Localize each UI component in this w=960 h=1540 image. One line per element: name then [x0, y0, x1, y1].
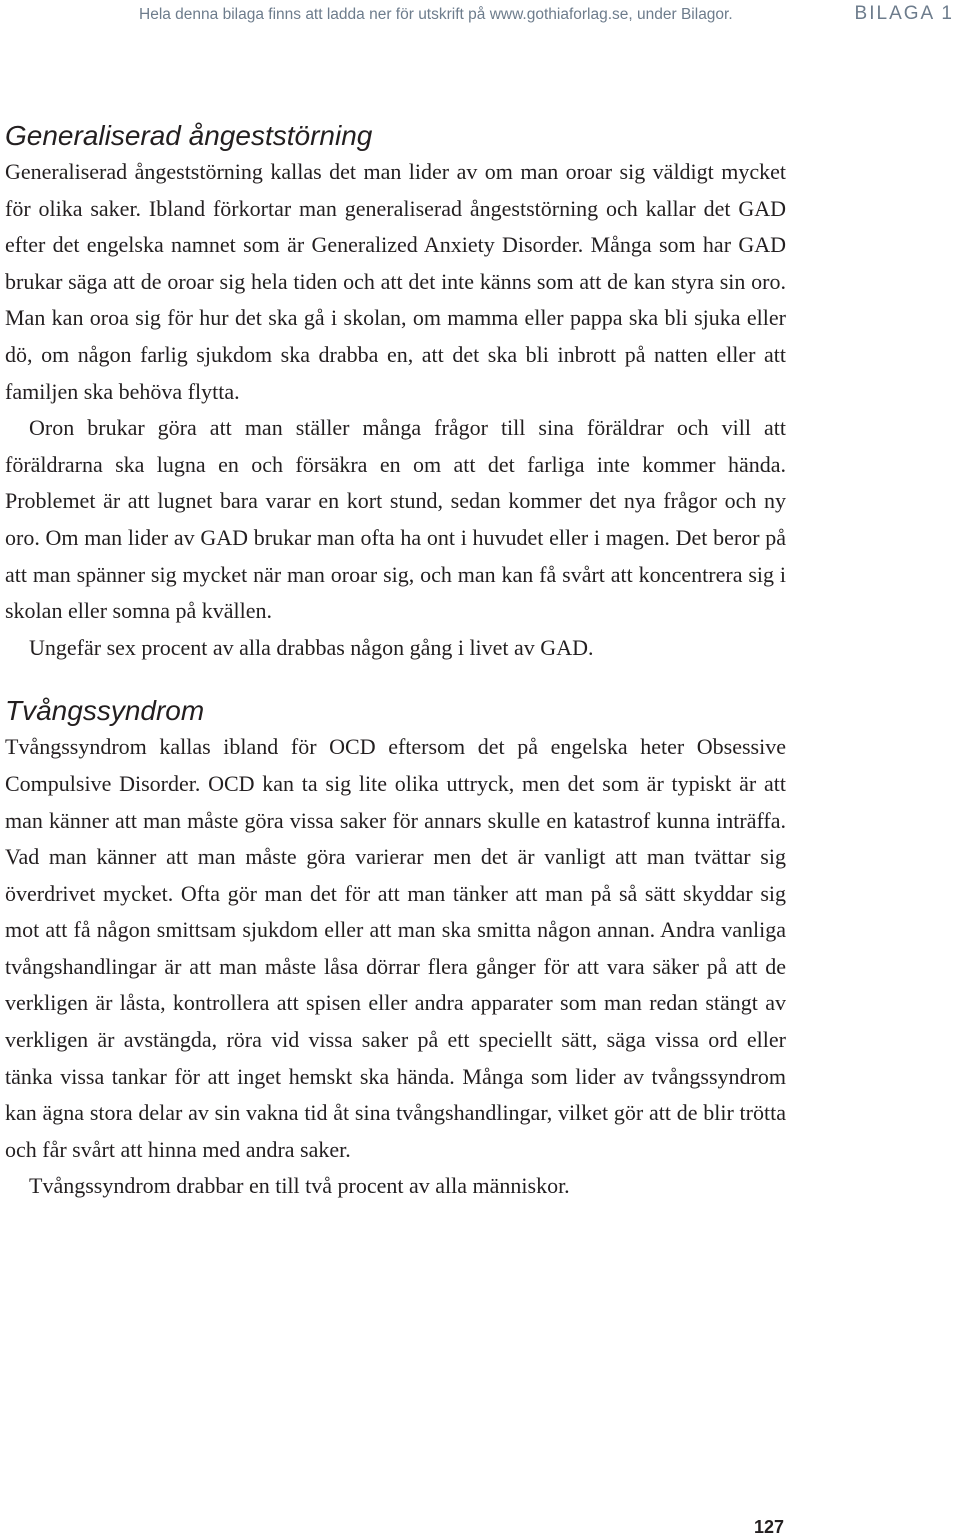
appendix-label: BILAGA 1 — [854, 3, 954, 24]
section-ocd — [5, 693, 786, 1205]
paragraph: Ungefär sex procent av alla drabbas någon gång i livet av GAD. — [29, 634, 594, 660]
download-note: Hela denna bilaga finns att ladda ner för utskrift på www.gothiaforlag.se, under Bilagor. — [139, 6, 733, 23]
page-number: 127 — [754, 1517, 785, 1537]
paragraph: Generaliserad ångeststörning kallas det man lider av om man oroar sig väldigt mycket för olika saker. Ibland förkortar man generaliserad ångeststörning och kallar det GAD efter det engelska namnet som är Generalized Anxiety Disorder. Många som har GAD brukar säga att de oroar sig hela tiden och att det inte känns som att de kan styra sin oro. Man kan oroa sig för hur det ska gå i skolan, om mamma eller pappa ska bli sjuka eller dö, om någon farlig sjukdom ska drabba en, att det ska bli inbrott på natten eller att familjen ska behöva flytta. — [5, 159, 786, 404]
section-title: Tvångssyndrom — [5, 695, 205, 727]
page-header — [139, 3, 954, 29]
paragraph: Oron brukar göra att man ställer många frågor till sina föräldrar och vill att föräldrarna ska lugna en och försäkra en om att det farliga inte kommer hända. Problemet är att lugnet bara varar en kort stund, sedan kommer det nya frågor och ny oro. Om man lider av GAD brukar man ofta ha ont i huvudet eller i magen. Det beror på att man spänner sig mycket när man oroar sig, och man kan få svårt att koncentrera sig i skolan eller somna på kvällen. — [5, 415, 786, 624]
paragraph: Tvångssyndrom drabbar en till två procent av alla människor. — [29, 1173, 570, 1199]
section-gad — [5, 118, 786, 666]
page-content — [5, 118, 786, 1205]
section-title: Generaliserad ångeststörning — [5, 120, 373, 151]
paragraph: Tvångssyndrom kallas ibland för OCD eftersom det på engelska heter Obsessive Compulsive Disorder. OCD kan ta sig lite olika uttryck, men det som är typiskt är att man känner att man måste göra vissa saker för annars skulle en katastrof kunna inträffa. Vad man känner att man måste göra varierar men det är vanligt att man tvättar sig överdrivet mycket. Ofta gör man det för att man tänker att man på så sätt skyddar sig mot att få någon smittsam sjukdom eller att man ska smitta någon annan. Andra vanliga tvångshandlingar är att man måste låsa dörrar flera gånger för att vara säker på att de verkligen är låsta, kontrollera att spisen eller andra apparater som man redan stängt av verkligen är avstängda, röra vid vissa saker på ett speciellt sätt, säga vissa ord eller tänka vissa tankar för att inget hemskt ska hända. Många som lider av tvångssyndrom kan ägna stora delar av sin vakna tid åt sina tvångshandlingar, vilket gör att de blir trötta och får svårt att hinna med andra saker. — [5, 734, 786, 1162]
